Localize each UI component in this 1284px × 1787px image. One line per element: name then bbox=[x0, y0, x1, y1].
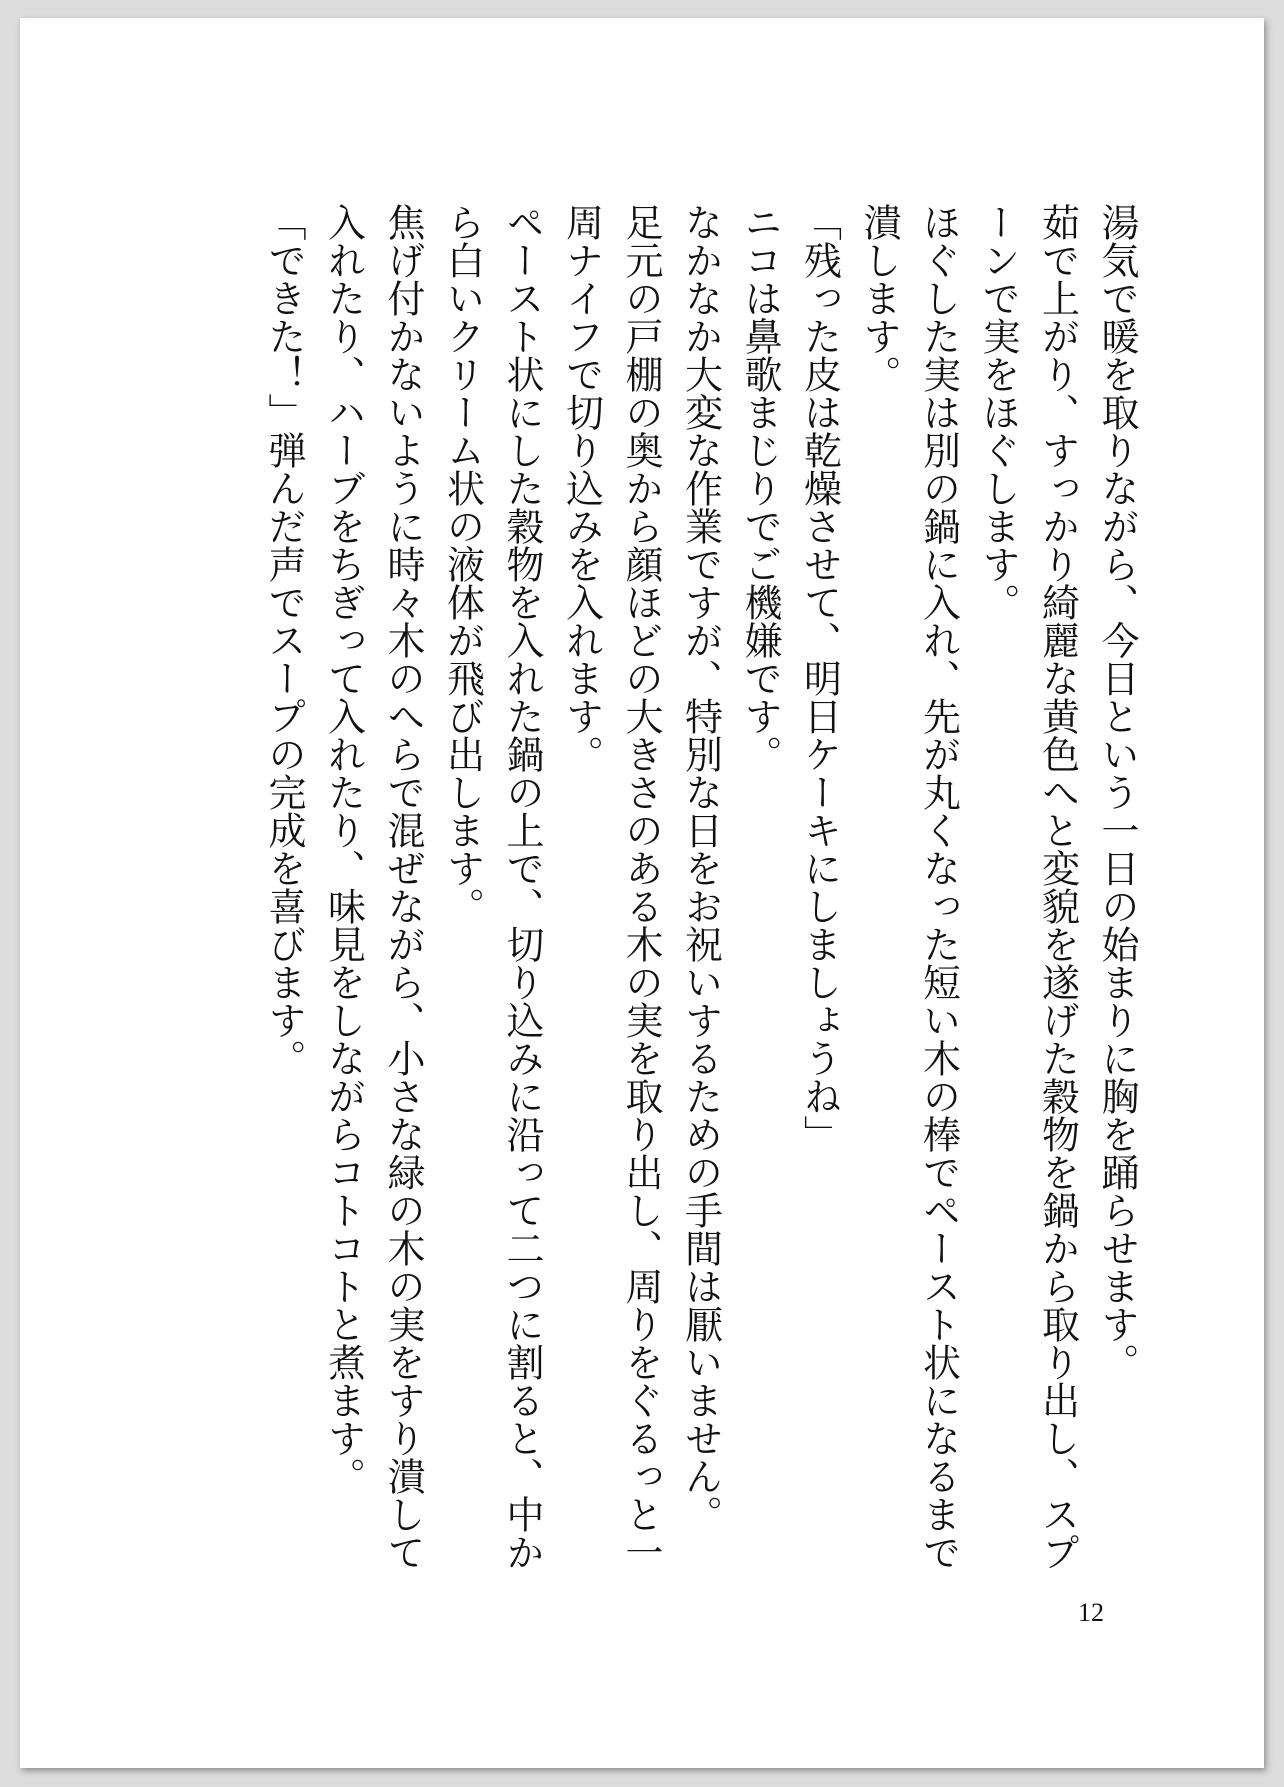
page-number: 12 bbox=[1078, 1598, 1104, 1627]
paragraph-9: 「できた！」弾んだ声でスープの完成を喜びます。 bbox=[262, 203, 306, 1077]
paragraph-4: ニコは鼻歌まじりでご機嫌です。 bbox=[738, 203, 782, 773]
paragraph-2: ほぐした実は別の鍋に入れ、先が丸くなった短い木の棒でペースト状になるまで潰します。 bbox=[857, 203, 961, 1571]
paragraph-8: 焦げ付かないように時々木のへらで混ぜながら、小さな緑の木の実をすり潰して入れたり、ハーブをちぎって入れたり、味見をしながらコトコトと煮ます。 bbox=[321, 203, 425, 1571]
paragraph-5: なかなか大変な作業ですが、特別な日をお祝いするための手間は厭いません。 bbox=[678, 203, 723, 1533]
book-page bbox=[20, 18, 1264, 1768]
paragraph-1: 湯気で暖を取りながら、今日という一日の始まりに胸を踊らせます。 茹で上がり、すっかり綺麗な黄色へと変貌を遂げた穀物を鍋から取り出し、スプーンで実をほぐします。 bbox=[976, 203, 1139, 1571]
paragraph-6: 足元の戸棚の奥から顔ほどの大きさのある木の実を取り出し、周りをぐるっと一周ナイフで切り込みを入れます。 bbox=[559, 203, 663, 1571]
vertical-text-body bbox=[254, 203, 1147, 1583]
paragraph-7: ペースト状にした穀物を入れた鍋の上で、切り込みに沿って二つに割ると、中から白いクリーム状の液体が飛び出します。 bbox=[440, 203, 544, 1571]
paragraph-3: 「残った皮は乾燥させて、明日ケーキにしましょうね」 bbox=[797, 203, 842, 1153]
